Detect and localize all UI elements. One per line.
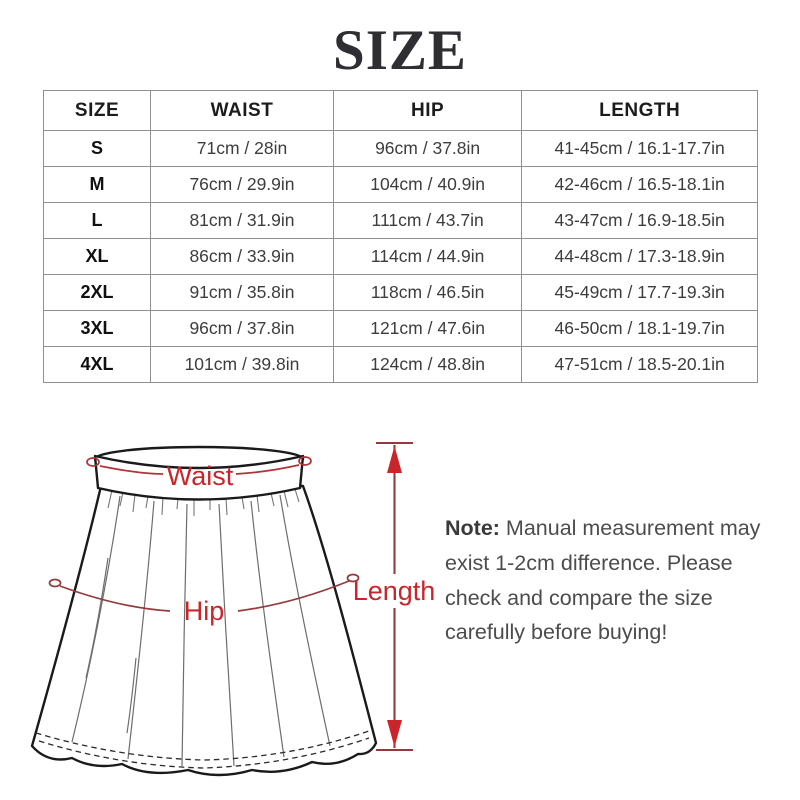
measurement-cell: 81cm / 31.9in xyxy=(151,203,334,239)
measurement-cell: 101cm / 39.8in xyxy=(151,347,334,383)
table-row xyxy=(44,347,758,383)
header-row xyxy=(44,91,758,131)
size-cell: 3XL xyxy=(44,311,151,347)
skirt-illustration xyxy=(20,428,440,793)
size-table-header xyxy=(44,91,758,131)
column-header-length: LENGTH xyxy=(522,91,758,131)
size-cell: 4XL xyxy=(44,347,151,383)
measurement-cell: 96cm / 37.8in xyxy=(333,131,521,167)
size-table-body xyxy=(44,131,758,383)
size-table xyxy=(43,90,758,383)
measurement-cell: 121cm / 47.6in xyxy=(333,311,521,347)
column-header-waist: WAIST xyxy=(151,91,334,131)
measurement-cell: 46-50cm / 18.1-19.7in xyxy=(522,311,758,347)
column-header-hip: HIP xyxy=(333,91,521,131)
measurement-cell: 91cm / 35.8in xyxy=(151,275,334,311)
size-cell: L xyxy=(44,203,151,239)
waist-label: Waist xyxy=(166,461,234,491)
measurement-cell: 42-46cm / 16.5-18.1in xyxy=(522,167,758,203)
measurement-cell: 86cm / 33.9in xyxy=(151,239,334,275)
size-cell: 2XL xyxy=(44,275,151,311)
measurement-cell: 111cm / 43.7in xyxy=(333,203,521,239)
size-cell: M xyxy=(44,167,151,203)
measurement-cell: 44-48cm / 17.3-18.9in xyxy=(522,239,758,275)
measurement-cell: 47-51cm / 18.5-20.1in xyxy=(522,347,758,383)
measurement-cell: 71cm / 28in xyxy=(151,131,334,167)
table-row xyxy=(44,167,758,203)
measurement-cell: 104cm / 40.9in xyxy=(333,167,521,203)
length-label: Length xyxy=(352,576,436,606)
measurement-cell: 114cm / 44.9in xyxy=(333,239,521,275)
skirt-measurement-diagram xyxy=(20,428,440,793)
table-row xyxy=(44,131,758,167)
size-cell: S xyxy=(44,131,151,167)
measurement-cell: 124cm / 48.8in xyxy=(333,347,521,383)
measurement-cell: 45-49cm / 17.7-19.3in xyxy=(522,275,758,311)
note-label: Note: xyxy=(445,516,500,540)
hip-label: Hip xyxy=(183,596,225,626)
arrowhead-up-icon xyxy=(387,446,402,473)
skirt-body xyxy=(32,486,376,775)
measurement-cell: 43-47cm / 16.9-18.5in xyxy=(522,203,758,239)
table-row xyxy=(44,311,758,347)
measurement-cell: 41-45cm / 16.1-17.7in xyxy=(522,131,758,167)
size-cell: XL xyxy=(44,239,151,275)
measurement-cell: 96cm / 37.8in xyxy=(151,311,334,347)
table-row xyxy=(44,203,758,239)
column-header-size: SIZE xyxy=(44,91,151,131)
measurement-cell: 118cm / 46.5in xyxy=(333,275,521,311)
table-row xyxy=(44,275,758,311)
table-row xyxy=(44,239,758,275)
arrowhead-down-icon xyxy=(387,720,402,747)
page-title: SIZE xyxy=(333,19,467,82)
measurement-cell: 76cm / 29.9in xyxy=(151,167,334,203)
measurement-note xyxy=(445,511,763,650)
note-text: Manual measurement may exist 1-2cm difference. Please check and compare the size carefully before buying! xyxy=(445,516,761,645)
